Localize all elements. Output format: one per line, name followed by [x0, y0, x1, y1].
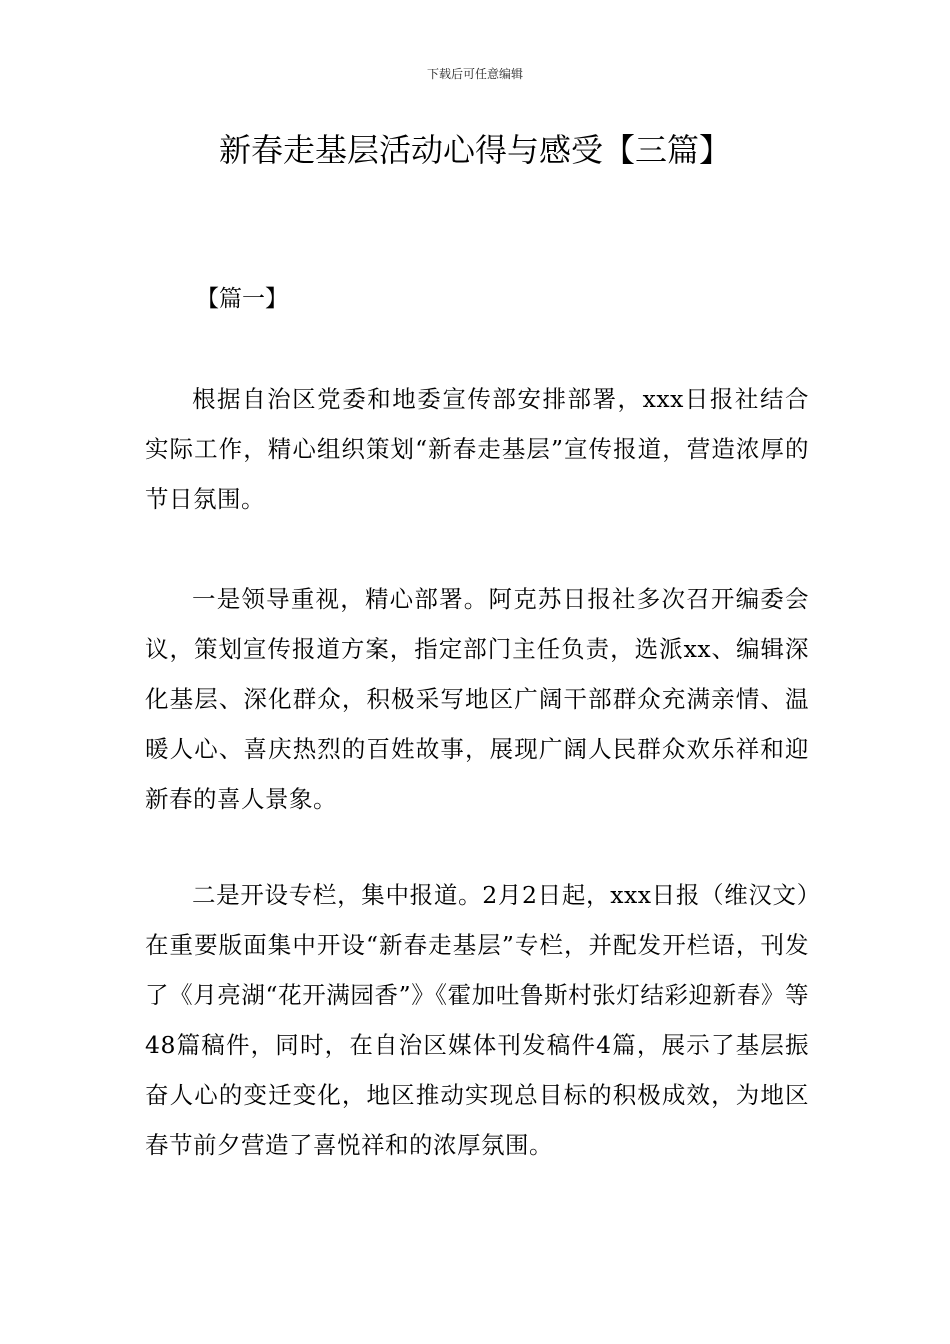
paragraph-point-one: 一是领导重视，精心部署。阿克苏日报社多次召开编委会议，策划宣传报道方案，指定部门主任负责，选派xx、编辑深化基层、深化群众，积极采写地区广阔干部群众充满亲情、温暖人心、喜庆热烈的百姓故事，展现广阔人民群众欢乐祥和迎新春的喜人景象。 — [145, 585, 809, 813]
section-heading: 【篇一】 — [196, 286, 288, 312]
document-title: 新春走基层活动心得与感受【三篇】 — [218, 131, 731, 169]
paragraph-point-two: 二是开设专栏，集中报道。2月2日起，xxx日报（维汉文）在重要版面集中开设“新春走基层”专栏，并配发开栏语，刊发了《月亮湖“花开满园香”》《霍加吐鲁斯村张灯结彩迎新春》等48篇稿件，同时，在自治区媒体刊发稿件4篇，展示了基层振奋人心的变迁变化，地区推动实现总目标的积极成效，为地区春节前夕营造了喜悦祥和的浓厚氛围。 — [145, 881, 809, 1159]
paragraph-intro: 根据自治区党委和地委宣传部安排部署，xxx日报社结合实际工作，精心组织策划“新春走基层”宣传报道，营造浓厚的节日氛围。 — [145, 385, 809, 513]
page-header-note: 下载后可任意编辑 — [426, 67, 523, 81]
